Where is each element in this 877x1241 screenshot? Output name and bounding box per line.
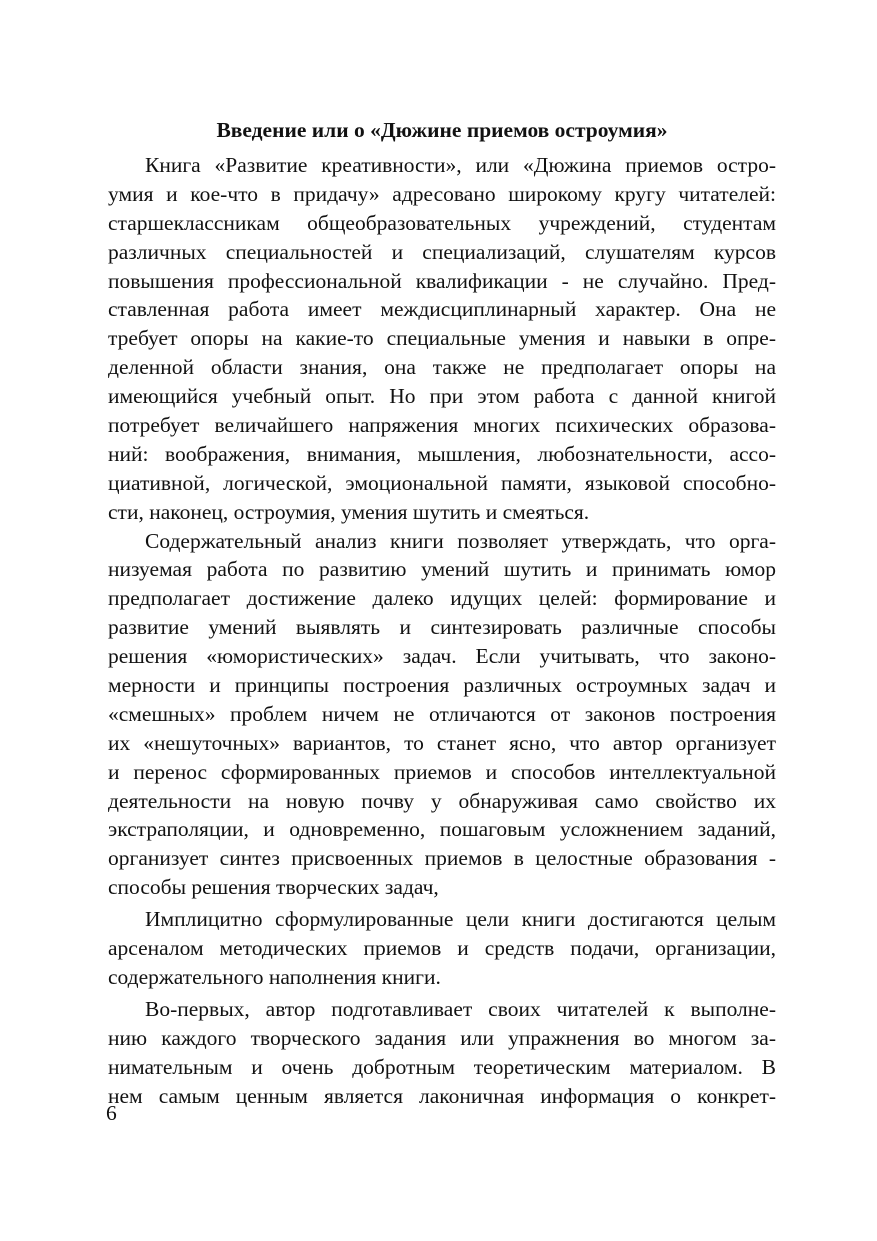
paragraph-2 bbox=[108, 527, 776, 903]
text-line: различных специальностей и специализаций, слушателям курсов bbox=[108, 239, 776, 264]
text-line: имеющийся учебный опыт. Но при этом работа с данной книгой bbox=[108, 384, 776, 409]
text-line: деленной области знания, она также не предполагает опоры на bbox=[108, 355, 776, 380]
text-line: Содержательный анализ книги позволяет утверждать, что орга- bbox=[145, 528, 776, 553]
text-line: деятельности на новую почву у обнаруживая само свойство их bbox=[108, 788, 776, 813]
text-line: способы решения творческих задач, bbox=[108, 875, 439, 900]
text-line: потребует величайшего напряжения многих психических образова- bbox=[108, 413, 776, 438]
text-line: Книга «Развитие креативности», или «Дюжина приемов остро- bbox=[145, 153, 776, 177]
paragraph-4 bbox=[108, 995, 776, 1111]
text-line: мерности и принципы построения различных остроумных задач и bbox=[108, 673, 776, 698]
text-line: «смешных» проблем ничем не отличаются от законов построения bbox=[108, 701, 776, 726]
text-line: ний: воображения, внимания, мышления, любознательности, ассо- bbox=[108, 441, 776, 466]
page-title: Введение или о «Дюжине приемов остроумия» bbox=[216, 118, 668, 142]
body-text bbox=[108, 151, 776, 1110]
text-line: организует синтез присвоенных приемов в целостные образования - bbox=[108, 846, 776, 871]
text-line: сти, наконец, остроумия, умения шутить и смеяться. bbox=[108, 499, 590, 524]
text-line: решения «юмористических» задач. Если учитывать, что законо- bbox=[108, 644, 776, 669]
text-line: нию каждого творческого задания или упражнения во многом за- bbox=[108, 1025, 776, 1050]
text-line: нем самым ценным является лаконичная информация о конкрет- bbox=[108, 1083, 776, 1108]
page-number: 6 bbox=[106, 1101, 117, 1125]
paragraph-1 bbox=[108, 151, 776, 527]
text-line: Имплицитно сформулированные цели книги достигаются целым bbox=[145, 907, 776, 932]
text-line: ставленная работа имеет междисциплинарный характер. Она не bbox=[108, 297, 776, 322]
text-line: низуемая работа по развитию умений шутить и принимать юмор bbox=[108, 557, 776, 582]
text-line: требует опоры на какие-то специальные умения и навыки в опре- bbox=[108, 326, 776, 351]
text-line: повышения профессиональной квалификации - не случайно. Пред- bbox=[108, 268, 776, 293]
text-line: циативной, логической, эмоциональной памяти, языковой способно- bbox=[108, 470, 776, 495]
text-line: их «нешуточных» вариантов, то станет ясно, что автор организует bbox=[108, 730, 776, 755]
text-line: арсеналом методических приемов и средств подачи, организации, bbox=[108, 936, 776, 961]
text-line: умия и кое-что в придачу» адресовано широкому кругу читателей: bbox=[108, 181, 776, 206]
text-line: Во-первых, автор подготавливает своих читателей к выполне- bbox=[145, 996, 776, 1021]
text-line: экстраполяции, и одновременно, пошаговым усложнением заданий, bbox=[108, 817, 776, 842]
text-line: развитие умений выявлять и синтезировать различные способы bbox=[108, 615, 776, 640]
text-line: нимательным и очень добротным теоретическим материалом. В bbox=[108, 1054, 776, 1079]
text-line: содержательного наполнения книги. bbox=[108, 964, 441, 989]
text-line: предполагает достижение далеко идущих целей: формирование и bbox=[108, 586, 776, 611]
paragraph-3 bbox=[108, 905, 776, 992]
text-line: и перенос сформированных приемов и способов интеллектуальной bbox=[108, 759, 776, 784]
text-line: старшеклассникам общеобразовательных учреждений, студентам bbox=[108, 210, 776, 235]
